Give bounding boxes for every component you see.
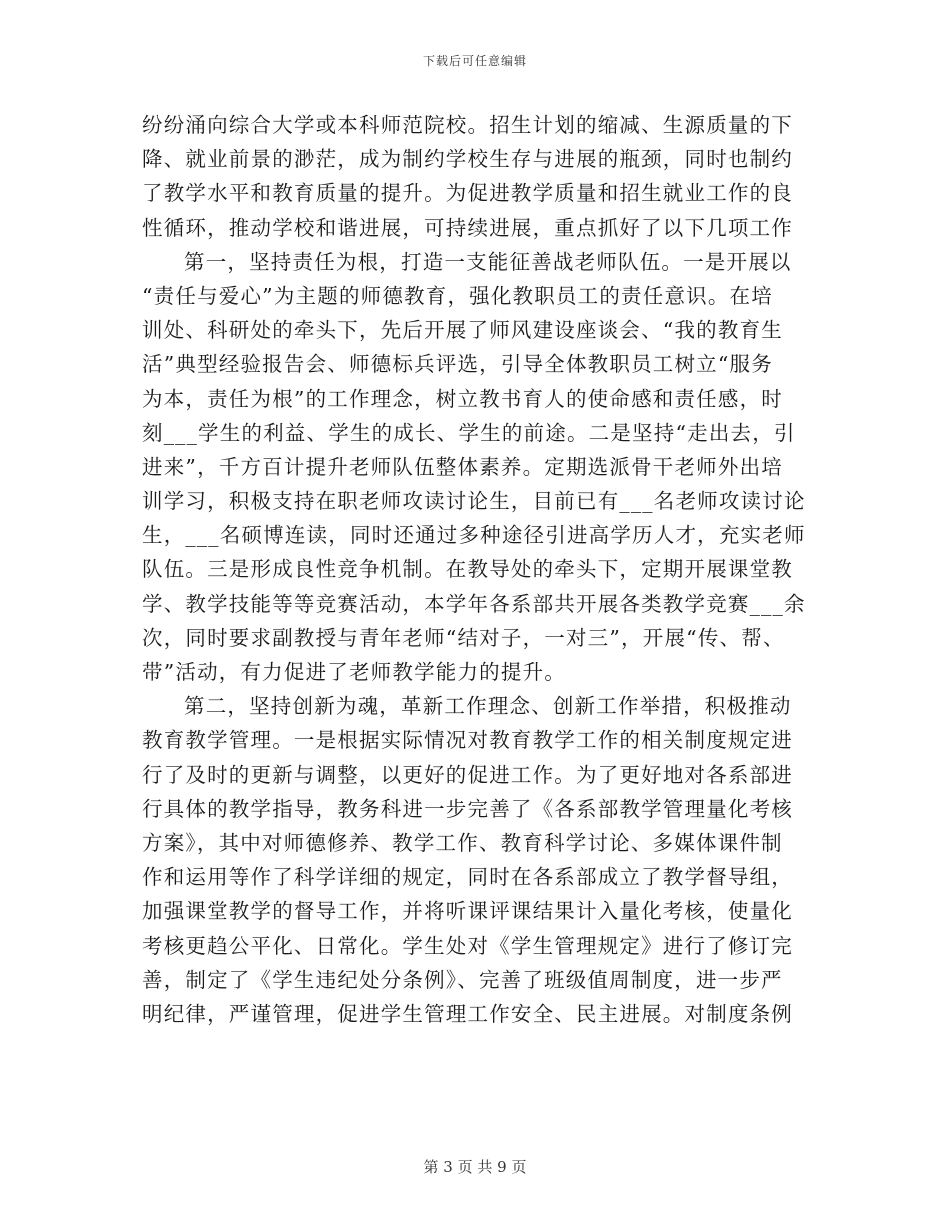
text-line: 为本，责任为根”的工作理念，树立教书育人的使命感和责任感，时	[142, 386, 783, 411]
text-line: 学、教学技能等等竞赛活动，本学年各系部共开展各类教学竞赛___余	[142, 591, 806, 616]
text-line: 刻___学生的利益、学生的成长、学生的前途。二是坚持“走出去，引	[142, 420, 796, 445]
text-line: “责任与爱心”为主题的师德教育，强化教职员工的责任意识。在培	[142, 283, 773, 308]
text-line: 活”典型经验报告会、师德标兵评选，引导全体教职员工树立“服务	[142, 352, 773, 377]
text-line: 行具体的教学指导，教务科进一步完善了《各系部教学管理量化考核	[142, 796, 793, 821]
document-body	[142, 108, 806, 1031]
text-line: 教育教学管理。一是根据实际情况对教育教学工作的相关制度规定进	[142, 728, 793, 753]
text-line: 训处、科研处的牵头下，先后开展了师风建设座谈会、“我的教育生	[142, 318, 783, 343]
text-line: 次，同时要求副教授与青年老师“结对子，一对三”，开展“传、帮、	[142, 625, 785, 650]
text-line: 行了及时的更新与调整，以更好的促进工作。为了更好地对各系部进	[142, 762, 793, 787]
paragraph-first-line: 第二，坚持创新为魂，革新工作理念、创新工作举措，积极推动	[184, 694, 792, 719]
text-line: 明纪律，严谨管理，促进学生管理工作安全、民主进展。对制度条例	[142, 1001, 793, 1026]
text-line: 性循环，推动学校和谐进展，可持续进展，重点抓好了以下几项工作	[142, 215, 793, 240]
text-line: 降、就业前景的渺茫，成为制约学校生存与进展的瓶颈，同时也制约	[142, 147, 793, 172]
page-number: 第 3 页 共 9 页	[423, 1158, 527, 1176]
text-line: 善，制定了《学生违纪处分条例》、完善了班级值周制度，进一步严	[142, 967, 783, 992]
text-line: 考核更趋公平化、日常化。学生处对《学生管理规定》进行了修订完	[142, 933, 793, 958]
page-header-note: 下载后可任意编辑	[422, 54, 527, 68]
text-line: 进来”，千方百计提升老师队伍整体素养。定期选派骨干老师外出培	[142, 454, 783, 479]
text-line: 训学习，积极支持在职老师攻读讨论生，目前已有___名老师攻读讨论	[142, 489, 806, 514]
text-line: 加强课堂教学的督导工作，并将听课评课结果计入量化考核，使量化	[142, 899, 793, 924]
text-line: 纷纷涌向综合大学或本科师范院校。招生计划的缩减、生源质量的下	[142, 113, 793, 137]
text-line: 生，___名硕博连读，同时还通过多种途径引进高学历人才，充实老师	[142, 523, 806, 548]
text-line: 带”活动，有力促进了老师教学能力的提升。	[142, 660, 566, 684]
text-line: 队伍。三是形成良性竞争机制。在教导处的牵头下，定期开展课堂教	[142, 557, 793, 582]
text-line: 方案》，其中对师德修养、教学工作、教育科学讨论、多媒体课件制	[142, 830, 783, 855]
text-line: 了教学水平和教育质量的提升。为促进教学质量和招生就业工作的良	[142, 181, 793, 206]
paragraph-first-line: 第一，坚持责任为根，打造一支能征善战老师队伍。一是开展以	[184, 249, 792, 274]
text-line: 作和运用等作了科学详细的规定，同时在各系部成立了教学督导组，	[142, 865, 793, 890]
